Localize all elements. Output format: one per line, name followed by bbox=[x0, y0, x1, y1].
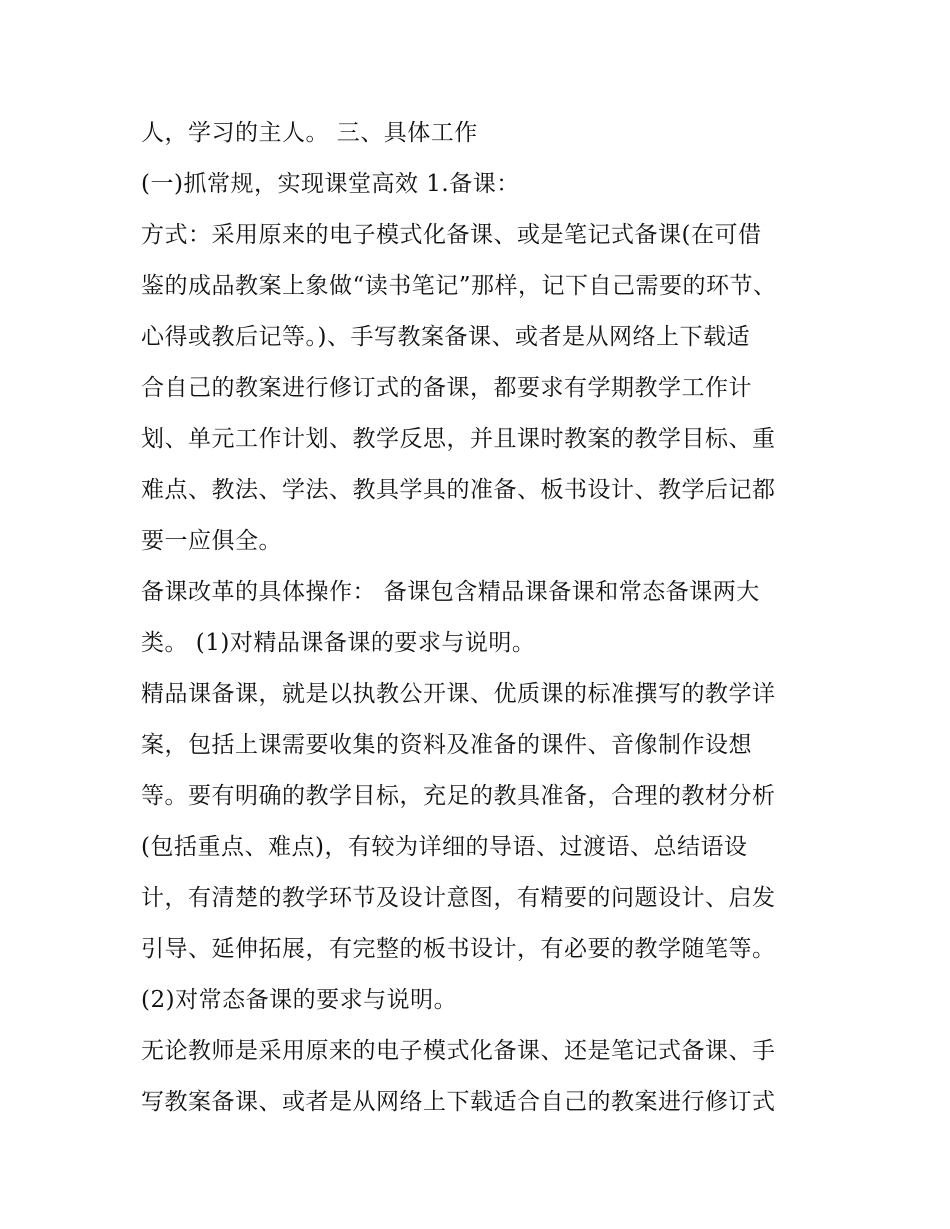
text-line: 划、单元工作计划、教学反思，并且课时教案的教学目标、重 bbox=[141, 426, 776, 452]
text-line: 合自己的教案进行修订式的备课，都要求有学期教学工作计 bbox=[141, 375, 752, 401]
text-line: 要一应俱全。 bbox=[141, 528, 282, 554]
text-line: (包括重点、难点)，有较为详细的导语、过渡语、总结语设 bbox=[141, 834, 748, 860]
text-line: 人，学习的主人。 三、具体工作 bbox=[141, 120, 478, 146]
text-line: (一)抓常规，实现课堂高效 1.备课： bbox=[141, 171, 520, 197]
text-line: 方式：采用原来的电子模式化备课、或是笔记式备课(在可借 bbox=[141, 222, 762, 248]
text-line: 计，有清楚的教学环节及设计意图，有精要的问题设计、启发 bbox=[141, 885, 776, 911]
text-line: 等。要有明确的教学目标，充足的教具准备，合理的教材分析 bbox=[141, 783, 776, 809]
text-line: 引导、延伸拓展，有完整的板书设计，有必要的教学随笔等。 bbox=[141, 936, 776, 962]
text-line: (2)对常态备课的要求与说明。 bbox=[141, 987, 458, 1013]
text-line: 无论教师是采用原来的电子模式化备课、还是笔记式备课、手 bbox=[141, 1038, 776, 1064]
document-body bbox=[141, 108, 821, 1128]
text-line: 备课改革的具体操作： 备课包含精品课备课和常态备课两大 bbox=[141, 579, 760, 605]
text-line: 鉴的成品教案上象做“读书笔记”那样，记下自己需要的环节、 bbox=[141, 273, 777, 299]
text-line: 案，包括上课需要收集的资料及准备的课件、音像制作设想 bbox=[141, 732, 752, 758]
text-line: 类。 (1)对精品课备课的要求与说明。 bbox=[141, 630, 536, 656]
text-line: 难点、教法、学法、教具学具的准备、板书设计、教学后记都 bbox=[141, 477, 776, 503]
text-line: 写教案备课、或者是从网络上下载适合自己的教案进行修订式 bbox=[141, 1089, 776, 1115]
text-line: 精品课备课，就是以执教公开课、优质课的标准撰写的教学详 bbox=[141, 681, 776, 707]
text-line: 心得或教后记等。)、手写教案备课、或者是从网络上下载适 bbox=[141, 324, 750, 350]
